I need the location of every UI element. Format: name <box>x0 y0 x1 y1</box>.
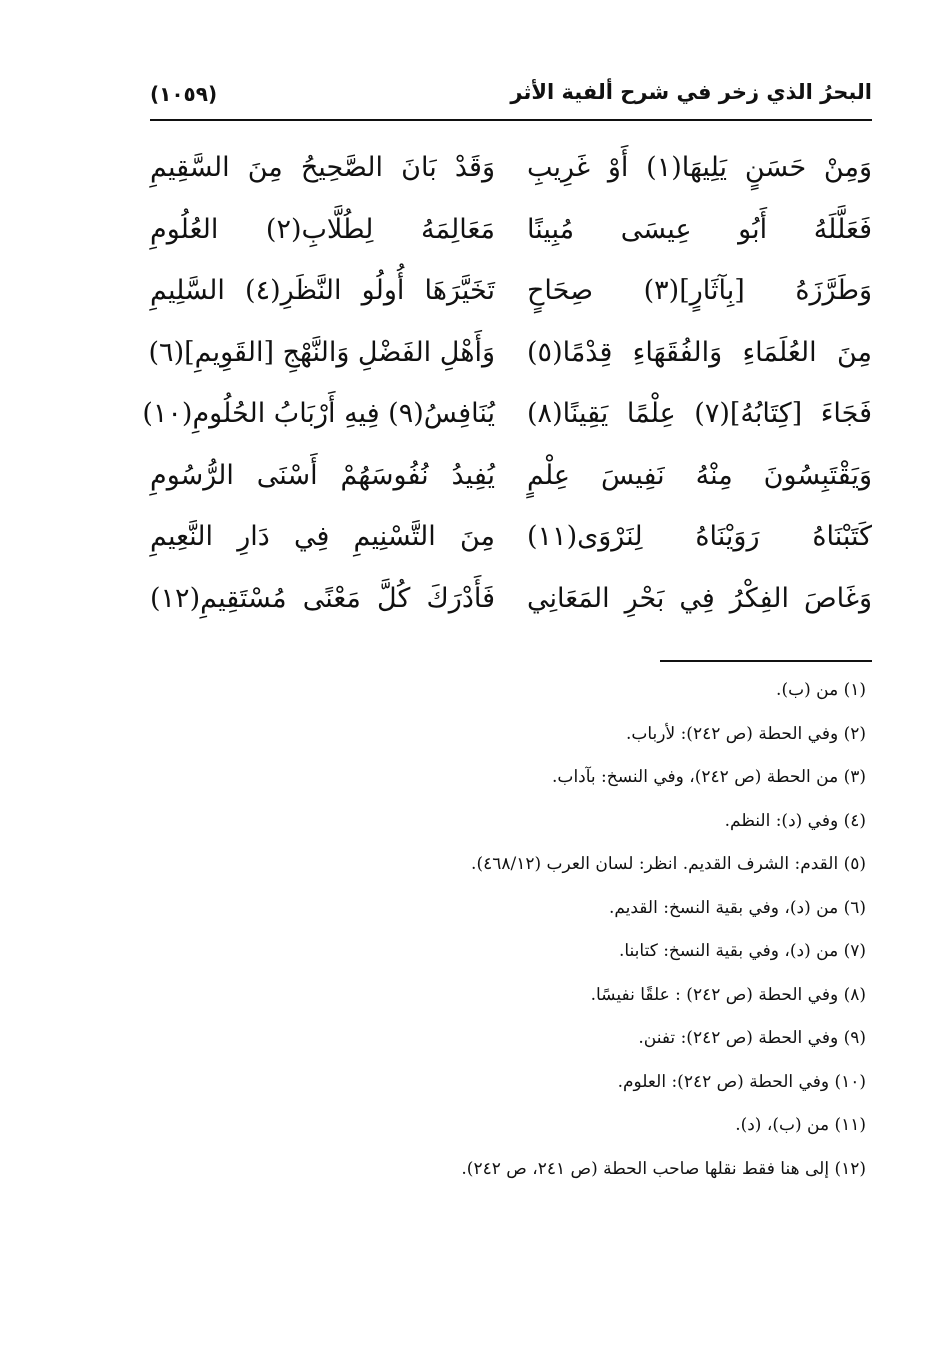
verse-line <box>150 202 872 264</box>
footnote: (٦) من (د)، وفي بقية النسخ: القديم. <box>608 897 866 918</box>
footnotes <box>150 678 866 1200</box>
book-title: البحرُ الذي زخر في شرح ألفية الأثر <box>510 80 872 104</box>
footnote: (٥) القدم: الشرف القديم. انظر: لسان العرب (٤٦٨/١٢). <box>471 854 866 874</box>
first-hemistich: وَيَقْتَبِسُونَ مِنْهُ نَفِيسَ عِلْمٍ <box>527 459 872 491</box>
first-hemistich: كَتَبْنَاهُ رَوَيْنَاهُ لِنَرْوَى(١١) <box>527 521 872 552</box>
footnote: (٤) وفي (د): النظم. <box>724 810 866 831</box>
footnote: (٧) من (د)، وفي بقية النسخ: كتابنا. <box>618 941 866 961</box>
verse-line <box>150 509 872 571</box>
second-hemistich: يُنَافِسُ(٩) فِيهِ أَرْبَابُ الحُلُومِ(١٠) <box>142 398 495 429</box>
second-hemistich: وَقَدْ بَانَ الصَّحِيحُ مِنَ السَّقِيمِ <box>150 152 495 183</box>
running-header <box>150 80 872 114</box>
poem <box>142 140 872 632</box>
verse-line <box>150 448 872 510</box>
first-hemistich: وَطَرَّزَهُ [بِآثَارٍ](٣) صِحَاحٍ <box>527 275 872 306</box>
second-hemistich: مَعَالِمَهُ لِطُلَّابِ(٢) العُلُومِ <box>150 213 495 245</box>
footnote: (٨) وفي الحطة (ص ٢٤٢) : علقًا نفيسًا. <box>590 984 866 1005</box>
second-hemistich: يُفِيدُ نُفُوسَهُمْ أَسْنَى الرُّسُومِ <box>150 459 495 491</box>
first-hemistich: فَجَاءَ [كِتَابُهُ](٧) عِلْمًا يَقِينًا(٨) <box>527 398 872 429</box>
footnote: (٩) وفي الحطة (ص ٢٤٢): تفنن. <box>638 1028 866 1048</box>
footnote-divider <box>660 660 872 662</box>
second-hemistich: وَأَهْلِ الفَضْلِ وَالنَّهْجِ [القَوِيمِ](٦) <box>148 336 495 368</box>
footnote: (١) من (ب). <box>776 680 866 700</box>
second-hemistich: تَخَيَّرَهَا أُولُو النَّظَرِ(٤) السَّلِيمِ <box>150 275 495 306</box>
second-hemistich: فَأَدْرَكَ كُلَّ مَعْنًى مُسْتَقِيمِ(١٢) <box>150 582 495 614</box>
first-hemistich: وَغَاصَ الفِكْرُ فِي بَحْرِ المَعَانِي <box>527 582 872 614</box>
first-hemistich: فَعَلَّلَهُ أَبُو عِيسَى مُبِينًا <box>527 213 872 245</box>
verse-line <box>150 325 872 387</box>
footnote: (٢) وفي الحطة (ص ٢٤٢): لأرباب. <box>625 723 866 744</box>
verse-line <box>150 140 872 202</box>
first-hemistich: مِنَ العُلَمَاءِ وَالفُقَهَاءِ قِدْمًا(٥) <box>527 336 872 368</box>
first-hemistich: وَمِنْ حَسَنٍ يَلِيهَا(١) أَوْ غَرِيبِ <box>527 152 872 183</box>
header-divider <box>150 119 872 121</box>
verse-line <box>150 263 872 325</box>
verse-line <box>150 571 872 633</box>
footnote: (١٢) إلى هنا فقط نقلها صاحب الحطة (ص ٢٤١، ص ٢٤٢). <box>461 1158 866 1179</box>
footnote: (١١) من (ب)، (د). <box>735 1115 866 1135</box>
second-hemistich: مِنَ التَّسْنِيمِ فِي دَارِ النَّعِيمِ <box>150 521 495 552</box>
footnote: (١٠) وفي الحطة (ص ٢٤٢): العلوم. <box>617 1071 866 1092</box>
verse-line <box>142 386 872 448</box>
page-number: (١٠٥٩) <box>150 82 218 106</box>
footnote: (٣) من الحطة (ص ٢٤٢)، وفي النسخ: بآداب. <box>552 767 866 787</box>
